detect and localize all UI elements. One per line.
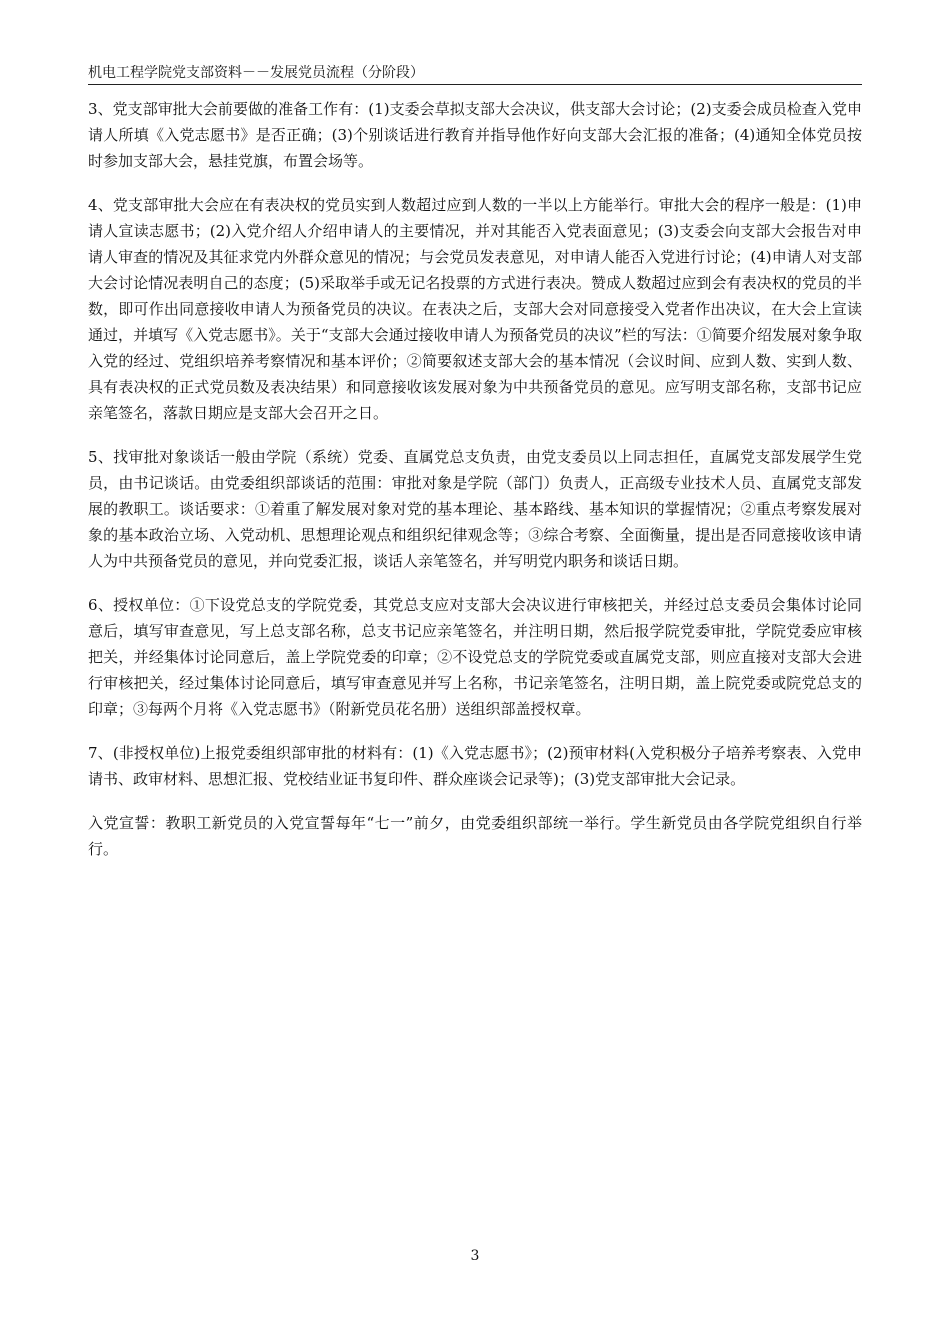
paragraph-5-interview: 5、找审批对象谈话一般由学院（系统）党委、直属党总支负责，由党支委员以上同志担任，直属党支部发展学生党员，由书记谈话。由党委组织部谈话的范围：审批对象是学院（部门）负责人，正高级专业技术人员、直属党支部发展的教职工。谈话要求：①着重了解发展对象对党的基本理论、基本路线、基本知识的掌握情况；②重点考察发展对象的基本政治立场、入党动机、思想理论观点和组织纪律观念等；③综合考察、全面衡量，提出是否同意接收该申请人为中共预备党员的意见，并向党委汇报，谈话人亲笔签名，并写明党内职务和谈话日期。 (88, 448, 862, 570)
paragraph-oath: 入党宣誓：教职工新党员的入党宣誓每年“七一”前夕，由党委组织部统一举行。学生新党员由各学院党组织自行举行。 (88, 814, 862, 858)
header-title: 机电工程学院党支部资料－－发展党员流程（分阶段） (88, 65, 424, 81)
paragraph-4-approval-meeting: 4、党支部审批大会应在有表决权的党员实到人数超过应到人数的一半以上方能举行。审批大会的程序一般是：(1)申请人宣读志愿书；(2)入党介绍人介绍申请人的主要情况，并对其能否入党表面意见；(3)支委会向支部大会报告对申请人审查的情况及其征求党内外群众意见的情况；与会党员发表意见，对申请人能否入党进行讨论；(4)申请人对支部大会讨论情况表明自己的态度；(5)采取举手或无记名投票的方式进行表决。赞成人数超过应到会有表决权的党员的半数，即可作出同意接收申请人为预备党员的决议。在表决之后，支部大会对同意接受入党者作出决议，在大会上宣读通过，并填写《入党志愿书》。关于“支部大会通过接收申请人为预备党员的决议”栏的写法：①简要介绍发展对象争取入党的经过、党组织培养考察情况和基本评价；②简要叙述支部大会的基本情况（会议时间、应到人数、实到人数、具有表决权的正式党员数及表决结果）和同意接收该发展对象为中共预备党员的意见。应写明支部名称，支部书记应亲笔签名，落款日期应是支部大会召开之日。 (88, 196, 862, 422)
page-header (88, 64, 862, 85)
paragraph-6-authorized-units: 6、授权单位：①下设党总支的学院党委，其党总支应对支部大会决议进行审核把关，并经过总支委员会集体讨论同意后，填写审查意见，写上总支部名称，总支书记应亲笔签名，并注明日期，然后报学院党委审批，学院党委应审核把关，并经集体讨论同意后，盖上学院党委的印章；②不设党总支的学院党委或直属党支部，则应直接对支部大会进行审核把关，经过集体讨论同意后，填写审查意见并写上名称，书记亲笔签名，注明日期，盖上院党委或院党总支的印章；③每两个月将《入党志愿书》（附新党员花名册）送组织部盖授权章。 (88, 596, 862, 718)
paragraph-3-preparation: 3、党支部审批大会前要做的准备工作有：(1)支委会草拟支部大会决议，供支部大会讨论；(2)支委会成员检查入党申请人所填《入党志愿书》是否正确；(3)个别谈话进行教育并指导他作好向支部大会汇报的准备；(4)通知全体党员按时参加支部大会，悬挂党旗，布置会场等。 (88, 100, 862, 170)
page-number: 3 (470, 1248, 480, 1264)
paragraph-7-materials: 7、(非授权单位)上报党委组织部审批的材料有：(1)《入党志愿书》；(2)预审材料(入党积极分子培养考察表、入党申请书、政审材料、思想汇报、党校结业证书复印件、群众座谈会记录等)；(3)党支部审批大会记录。 (88, 744, 862, 788)
document-body (88, 96, 862, 880)
